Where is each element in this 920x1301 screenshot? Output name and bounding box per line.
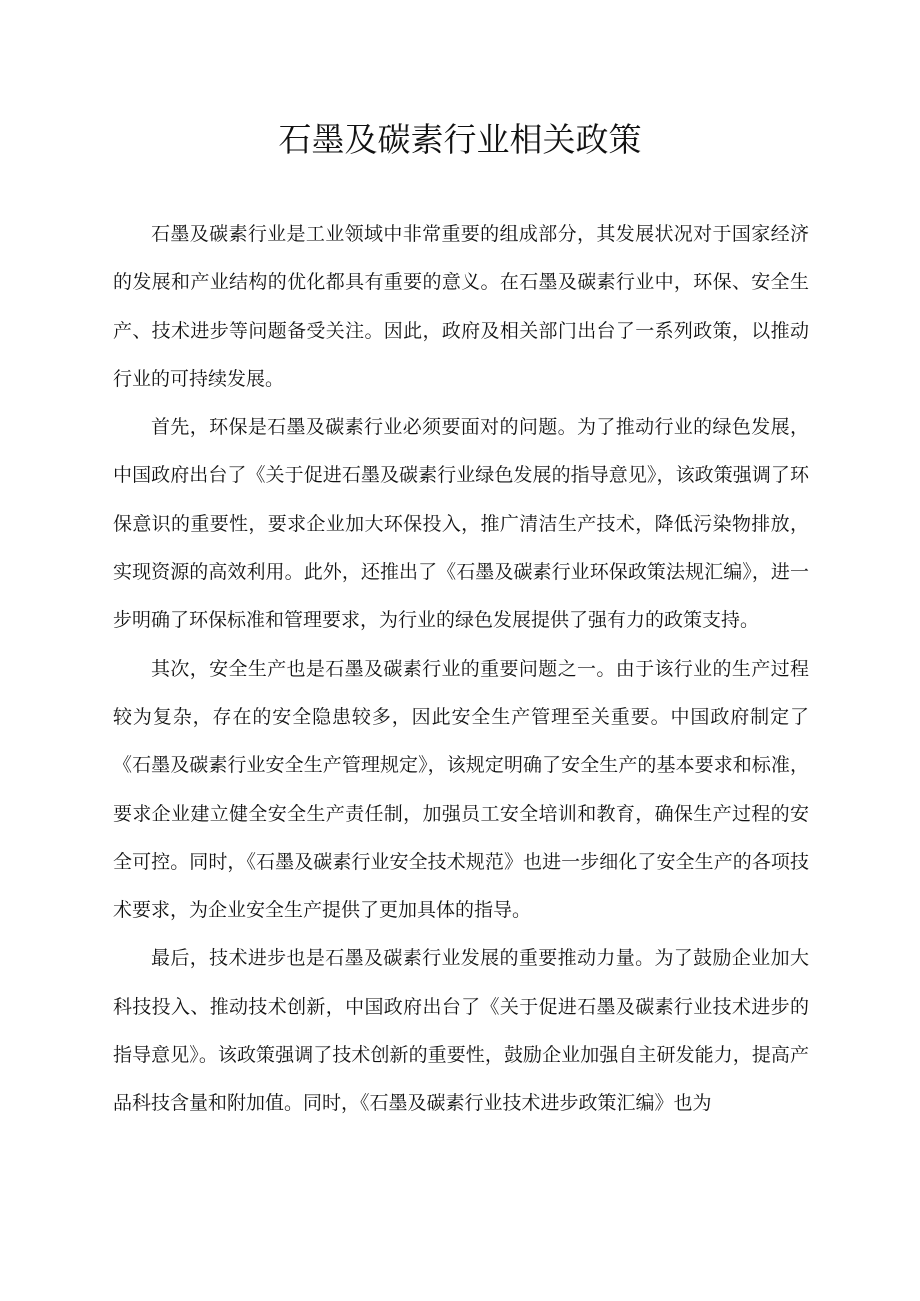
paragraph-environment: 首先，环保是石墨及碳素行业必须要面对的问题。为了推动行业的绿色发展，中国政府出台了《关于促进石墨及碳素行业绿色发展的指导意见》，该政策强调了环保意识的重要性，要求企业加大环保投入，推广清洁生产技术，降低污染物排放，实现资源的高效利用。此外，还推出了《石墨及碳素行业环保政策法规汇编》，进一步明确了环保标准和管理要求，为行业的绿色发展提供了强有力的政策支持。: [113, 416, 809, 632]
paragraph-intro: 石墨及碳素行业是工业领域中非常重要的组成部分，其发展状况对于国家经济的发展和产业结构的优化都具有重要的意义。在石墨及碳素行业中，环保、安全生产、技术进步等问题备受关注。因此，政府及相关部门出台了一系列政策，以推动行业的可持续发展。: [113, 223, 809, 390]
paragraph-technology: 最后，技术进步也是石墨及碳素行业发展的重要推动力量。为了鼓励企业加大科技投入、推动技术创新，中国政府出台了《关于促进石墨及碳素行业技术进步的指导意见》。该政策强调了技术创新的重要性，鼓励企业加强自主研发能力，提高产品科技含量和附加值。同时，《石墨及碳素行业技术进步政策汇编》也为: [113, 947, 809, 1115]
document-title: 石墨及碳素行业相关政策: [278, 120, 642, 159]
document-body: [113, 210, 809, 1128]
paragraph-safety: 其次，安全生产也是石墨及碳素行业的重要问题之一。由于该行业的生产过程较为复杂，存在的安全隐患较多，因此安全生产管理至关重要。中国政府制定了《石墨及碳素行业安全生产管理规定》，该规定明确了安全生产的基本要求和标准，要求企业建立健全安全生产责任制，加强员工安全培训和教育，确保生产过程的安全可控。同时，《石墨及碳素行业安全技术规范》也进一步细化了安全生产的各项技术要求，为企业安全生产提供了更加具体的指导。: [113, 657, 809, 922]
